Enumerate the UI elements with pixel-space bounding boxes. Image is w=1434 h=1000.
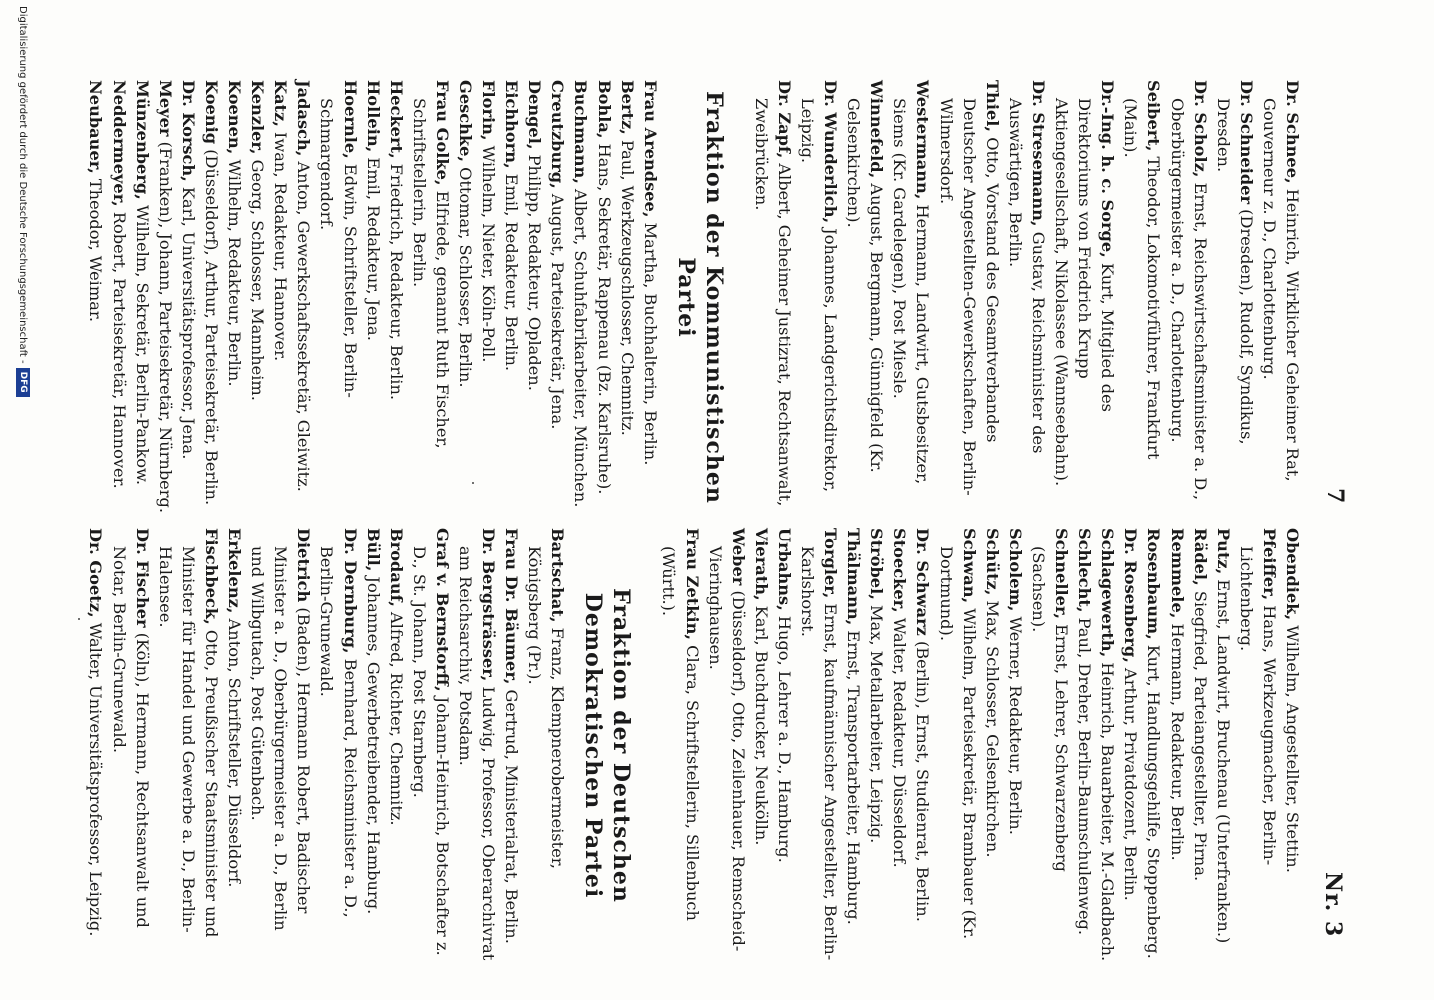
member-details: (Düsseldorf), Arthur, Parteisekretär, Berlin. [201, 144, 221, 506]
member-name: Koenig [201, 80, 221, 145]
member-entry [773, 528, 796, 963]
member-entry [1281, 528, 1304, 963]
footer-credit [16, 6, 30, 397]
member-entry [1258, 80, 1304, 515]
member-details: Bernhard, Reichsminister a. D., Berlin-Grunewald. [317, 546, 360, 923]
member-entry [1119, 80, 1165, 515]
member-name: Schlecht, [1075, 528, 1095, 613]
member-name: Dr. Korsch, [178, 80, 198, 182]
member-details: Albert, Geheimer Justizrat, Rechtsanwalt, Zweibrücken. [751, 98, 794, 512]
member-entry [704, 528, 750, 963]
member-name: Schwan, [959, 528, 979, 604]
member-entry [546, 80, 569, 515]
member-details: (Düsseldorf), Otto, Zeilenhauer, Remscheid-Vieringhausen. [705, 546, 748, 952]
member-entry [616, 80, 639, 515]
member-name: Florin, [479, 80, 499, 141]
member-details: Johannes, Gewerbetreibender, Hamburg. [363, 571, 383, 915]
member-details: Clara, Schriftstellerin, Sillenbuch (Württ.). [659, 546, 702, 927]
member-entry [888, 528, 911, 963]
member-details: Edwin, Schriftsteller, Berlin-Schmargendorf. [317, 98, 360, 398]
member-name: Geschke, [456, 80, 475, 163]
member-list-ddp [84, 528, 569, 966]
member-name: Frau Arendsee, [640, 80, 660, 218]
member-entry [1027, 528, 1073, 963]
member-details: Kurt, Mitglied des Direktoriums von Friedrich Krupp Aktiengesellschaft, Nikolassee (Wannseebahn). [1052, 98, 1118, 487]
member-name: Brodauf, [386, 528, 406, 607]
member-details: Gustav, Reichsminister des Auswärtigen, Berlin. [1005, 98, 1048, 459]
member-entry [362, 80, 385, 515]
member-name: Graf v. Bernstorff, [432, 528, 452, 692]
member-entry [84, 528, 107, 963]
member-entry [569, 80, 592, 515]
member-name: Bohla, [594, 80, 614, 139]
member-name: Dr. Fischer [132, 528, 152, 628]
member-details: Ernst, Reichswirtschaftsminister a. D., Oberbürgermeister a. D., Charlottenburg. [1167, 98, 1210, 506]
member-name: Seibert, [1144, 80, 1164, 152]
member-name: Winnefeld, [867, 80, 887, 179]
member-name: Dr. Schwarz [913, 528, 933, 636]
member-name: Schütz, [982, 528, 1002, 596]
member-entry [842, 528, 865, 963]
member-name: Schlagewerth, [1098, 528, 1118, 658]
member-details: Kurt, Handlungsgehilfe, Stoppenberg. [1144, 639, 1164, 959]
member-name: Putz, [1213, 528, 1233, 575]
member-entry [657, 528, 703, 963]
member-name: Frau Dr. Bäumer, [502, 528, 522, 685]
member-name: Heckert, [386, 80, 406, 159]
member-entry [1212, 528, 1235, 963]
member-details: Johann-Heinrich, Botschafter z. D., St. Johann, Post Starnberg. [409, 546, 452, 961]
member-details: Theodor, Lokomotivführer, Frankfurt (Main). [1121, 98, 1164, 465]
member-name: Dr. Zapf, [774, 80, 794, 159]
member-details: Max, Schlosser, Gelsenkirchen. [982, 595, 1002, 858]
member-entry [200, 80, 223, 515]
section-heading-kpd: Fraktion der Kommunistischen Partei [672, 91, 727, 504]
member-entry [1165, 80, 1211, 515]
member-entry [1004, 80, 1050, 515]
member-details: Ernst, Landwirt, Bruchenau (Unterfranken.) [1213, 574, 1233, 944]
member-entry [362, 528, 385, 963]
member-entry [911, 528, 934, 963]
member-entry [454, 80, 477, 515]
member-name: Dr. Stresemann, [1028, 80, 1048, 227]
member-name: Buchmann, [571, 80, 591, 184]
member-name: Kenzler, [248, 80, 268, 155]
member-name: Ströbel, [867, 528, 887, 600]
member-name: Münzenberg, [132, 80, 152, 200]
member-entry [500, 528, 523, 963]
member-name: Dr. Goetz, [86, 528, 106, 618]
member-name: Frau Zetkin, [682, 528, 702, 640]
member-details: Iwan, Redakteur, Hannover. [271, 126, 291, 362]
member-entry [246, 80, 269, 515]
member-name: Obendiek, [1283, 528, 1302, 621]
member-entry [523, 80, 546, 515]
member-entry [315, 80, 361, 515]
section-heading-ddp: Fraktion der Deutschen Demokratischen Partei [580, 588, 635, 903]
member-details: (Franken), Johann, Parteisekretär, Nürnberg. [155, 136, 175, 514]
member-details: Robert, Parteisekretär, Hannover. [109, 206, 129, 489]
member-name: Dr. Rosenberg, [1121, 528, 1141, 663]
member-entry [454, 528, 500, 966]
member-entry [750, 80, 796, 515]
member-name: Dr. Wunderlich, [821, 80, 841, 224]
member-name: Weber [728, 528, 748, 586]
member-entry [108, 528, 154, 963]
member-entry [223, 80, 246, 515]
member-details: Franz, Klempnerobermeister, Königsberg (Pr.). [525, 546, 568, 875]
member-entry [888, 80, 934, 515]
member-entry [385, 80, 408, 515]
member-details: (Köln), Hermann, Rechtsanwalt und Notar, Berlin-Grunewald. [109, 546, 152, 934]
member-name: Pfeiffer, [1259, 528, 1279, 601]
member-name: Dr. Dernburg, [340, 528, 360, 654]
member-entry [935, 528, 981, 963]
member-name: Stoecker, [890, 528, 910, 613]
member-details: Ernst, Transportarbeiter, Hamburg. [844, 625, 864, 925]
member-details: Johannes, Landgerichtsdirektor, Leipzig. [798, 98, 841, 498]
member-name: Hoernle, [340, 80, 360, 159]
member-entry [750, 528, 773, 963]
member-entry [1073, 528, 1096, 963]
member-entry [408, 80, 454, 515]
member-details: Heinrich, Wirklicher Geheimer Rat, Gouverneur z. D., Charlottenburg. [1259, 98, 1302, 487]
member-name: Koenen, [225, 80, 245, 155]
dfg-logo-icon: DFG [16, 368, 30, 397]
member-entry [292, 80, 315, 515]
page-number: 7 [1322, 488, 1348, 504]
member-entry [796, 80, 842, 515]
member-details: Hermann, Redakteur, Berlin. [1167, 618, 1187, 861]
scan-speck [78, 618, 80, 620]
member-entry [865, 528, 888, 963]
member-details: Hermann, Landwirt, Gutsbesitzer, Siems (Kr. Gardelegen), Post Miesle. [890, 98, 933, 490]
member-entry [523, 528, 569, 963]
member-name: Neddermeyer, [109, 80, 129, 207]
member-name: Remmele, [1167, 528, 1187, 619]
member-name: Katz, [271, 80, 291, 127]
member-name: Hollein, [363, 80, 383, 153]
member-entry [1119, 528, 1142, 963]
member-entry [1096, 528, 1119, 963]
member-details: Theodor, Weimar. [86, 173, 106, 322]
member-details: Karl, Buchdrucker, Neukölln. [751, 600, 771, 846]
member-details: Alfred, Richter, Chemnitz. [386, 606, 406, 826]
member-details: August, Parteisekretär, Jena. [548, 188, 568, 430]
member-details: Max, Metallarbeiter, Leipzig. [867, 599, 887, 844]
member-details: Hugo, Lehrer a. D., Hamburg. [774, 610, 794, 863]
member-entry [981, 528, 1004, 963]
member-entry [1050, 80, 1119, 515]
member-list-left [750, 80, 1304, 515]
member-details: Ottomar, Schlosser, Berlin. [456, 162, 475, 388]
member-details: Heinrich, Bauarbeiter, M.-Gladbach. [1098, 657, 1118, 962]
member-entry [246, 528, 315, 963]
member-details: Otto, Preußischer Staatsminister und Minister für Handel und Gewerbe a. D., Berlin-Halensee. [155, 546, 221, 943]
member-details: Ernst, kaufmännischer Angestellter, Berlin-Karlshorst. [798, 546, 841, 961]
member-details: Emil, Redakteur, Berlin. [502, 168, 522, 372]
member-name: Jadasch, [294, 80, 314, 157]
member-name: Vierath, [751, 528, 771, 601]
member-name: Rädel, [1190, 528, 1210, 586]
member-entry [1142, 528, 1165, 963]
member-details: Emil, Redakteur, Jena. [363, 152, 383, 341]
member-details: Wilhelm, Redakteur, Berlin. [225, 154, 245, 387]
member-details: (Berlin), Ernst, Studienrat, Berlin. [913, 635, 933, 922]
member-name: Dengel, [525, 80, 545, 150]
member-details: Friedrich, Redakteur, Berlin. [386, 158, 406, 401]
member-details: Walter, Universitätsprofessor, Leipzig. [86, 617, 106, 937]
member-name: Fischbeck, [201, 528, 221, 625]
member-details: Wilhelm, Angestellter, Stettin. [1283, 620, 1302, 873]
member-list-right [657, 528, 1304, 963]
member-details: Wilhelm, Nieter, Köln-Poll. [479, 140, 499, 363]
member-entry [269, 80, 292, 515]
scan-speck [472, 482, 474, 484]
member-name: Rosenbaum, [1144, 528, 1164, 640]
member-details: Elfriede, genannt Ruth Fischer, Schriftstellerin, Berlin. [409, 98, 452, 454]
member-details: Hans, Werkzeugmacher, Berlin-Lichtenberg. [1236, 546, 1279, 866]
member-details: Ernst, Lehrer, Schwarzenberg (Sachsen). [1028, 546, 1072, 878]
member-details: Albert, Schuhfabrikarbeiter, München. [571, 183, 591, 508]
member-name: Dietrich [294, 528, 314, 603]
member-entry [108, 80, 131, 515]
member-details: Anton, Gewerkschaftssekretär, Gleiwitz. [294, 156, 314, 492]
member-name: Torgler, [821, 528, 841, 599]
member-details: Philipp, Redakteur, Opladen. [525, 149, 545, 391]
member-entry [639, 80, 662, 515]
member-entry [477, 80, 500, 515]
member-entry [84, 80, 107, 515]
member-name: Dr. Schnee, [1283, 80, 1302, 184]
member-entry [842, 80, 888, 515]
member-entry [315, 528, 361, 963]
right-column [84, 528, 1304, 966]
member-name: Dr. Bergsträsser, [479, 528, 499, 682]
member-name: Bertz, [617, 80, 637, 135]
issue-label: Nr. 3 [1320, 872, 1346, 938]
member-name: Dr. Schneider [1236, 80, 1256, 205]
member-name: Erkelenz, [225, 528, 245, 614]
member-entry [500, 80, 523, 515]
member-name: Büll, [363, 528, 383, 572]
member-entry [1189, 528, 1212, 963]
member-name: Thälmann, [844, 528, 864, 626]
member-name: Creutzburg, [548, 80, 568, 189]
member-name: Frau Golke, [432, 80, 452, 186]
member-details: Ludwig, Professor, Oberarchivrat am Reichsarchiv, Potsdam. [456, 546, 499, 966]
member-entry [935, 80, 1004, 515]
member-entry [1235, 528, 1281, 963]
member-details: Anton, Schriftsteller, Düsseldorf. [225, 613, 245, 888]
member-entry [131, 80, 154, 515]
member-name: Bartschat, [548, 528, 568, 623]
member-name: Neubauer, [86, 80, 106, 174]
member-details: August, Bergmann, Günnigfeld (Kr. Gelsenkirchen). [844, 98, 887, 478]
member-list-kpd [84, 80, 661, 515]
member-name: Dr. Scholz, [1190, 80, 1210, 178]
member-details: Arthur, Privatdozent, Berlin. [1121, 662, 1141, 901]
member-details: Otto, Vorstand des Gesamtverbandes Deutscher Angestellten-Gewerkschaften, Berlin-Wilmersdorf. [936, 98, 1002, 496]
member-details: Paul, Dreher, Berlin-Baumschulenweg. [1075, 612, 1095, 936]
member-name: Schneller, [1052, 528, 1072, 619]
member-entry [154, 528, 223, 963]
member-entry [223, 528, 246, 963]
member-details: Wilhelm, Parteisekretär, Brambauer (Kr. Dortmund). [936, 546, 979, 945]
member-details: (Baden), Hermann Robert, Badischer Minister a. D., Oberbürgermeister a. D., Berlin und Wilbgutach, Post Gütenbach. [248, 546, 314, 936]
footer-text: Digitalisierung gefördert durch die Deutsche Forschungsgemeinschaft - [17, 6, 28, 364]
member-name: Urbahns, [774, 528, 794, 611]
member-entry [177, 80, 200, 515]
member-name: Eichhorn, [502, 80, 522, 169]
member-name: Dr.-Ing. h. c. Sorge, [1098, 80, 1118, 258]
member-name: Meyer [155, 80, 175, 137]
member-entry [385, 528, 408, 963]
member-details: Wilhelm, Sekretär, Berlin-Pankow. [132, 199, 152, 486]
member-details: Paul, Werkzeugschlosser, Chemnitz. [617, 134, 637, 436]
member-details: Gertrud, Ministerialrat, Berlin. [502, 684, 522, 944]
member-entry [1212, 80, 1258, 515]
member-entry [1004, 528, 1027, 963]
member-name: Scholem, [1005, 528, 1025, 612]
member-details: (Dresden), Rudolf, Syndikus, Dresden. [1213, 98, 1256, 450]
member-details: Karl, Universitätsprofessor, Jena. [178, 181, 198, 460]
member-entry [796, 528, 842, 963]
member-name: Westermann, [913, 80, 933, 200]
member-details: Werner, Redakteur, Berlin. [1005, 611, 1025, 835]
member-details: Siegfried, Parteiangestellter, Pirna. [1190, 585, 1210, 882]
member-details: Hans, Sekretär, Rappenau (Bz. Karlsruhe). [594, 138, 614, 495]
member-entry [408, 528, 454, 963]
member-details: Walter, Redakteur, Düsseldorf. [890, 612, 910, 868]
member-entry [592, 80, 615, 515]
member-details: Georg, Schlosser, Mannheim. [248, 154, 268, 401]
member-details: Martha, Buchhalterin, Berlin. [640, 217, 660, 466]
member-entry [154, 80, 177, 515]
left-column [84, 80, 1304, 515]
member-entry [1165, 528, 1188, 963]
member-name: Thiel, [982, 80, 1002, 133]
